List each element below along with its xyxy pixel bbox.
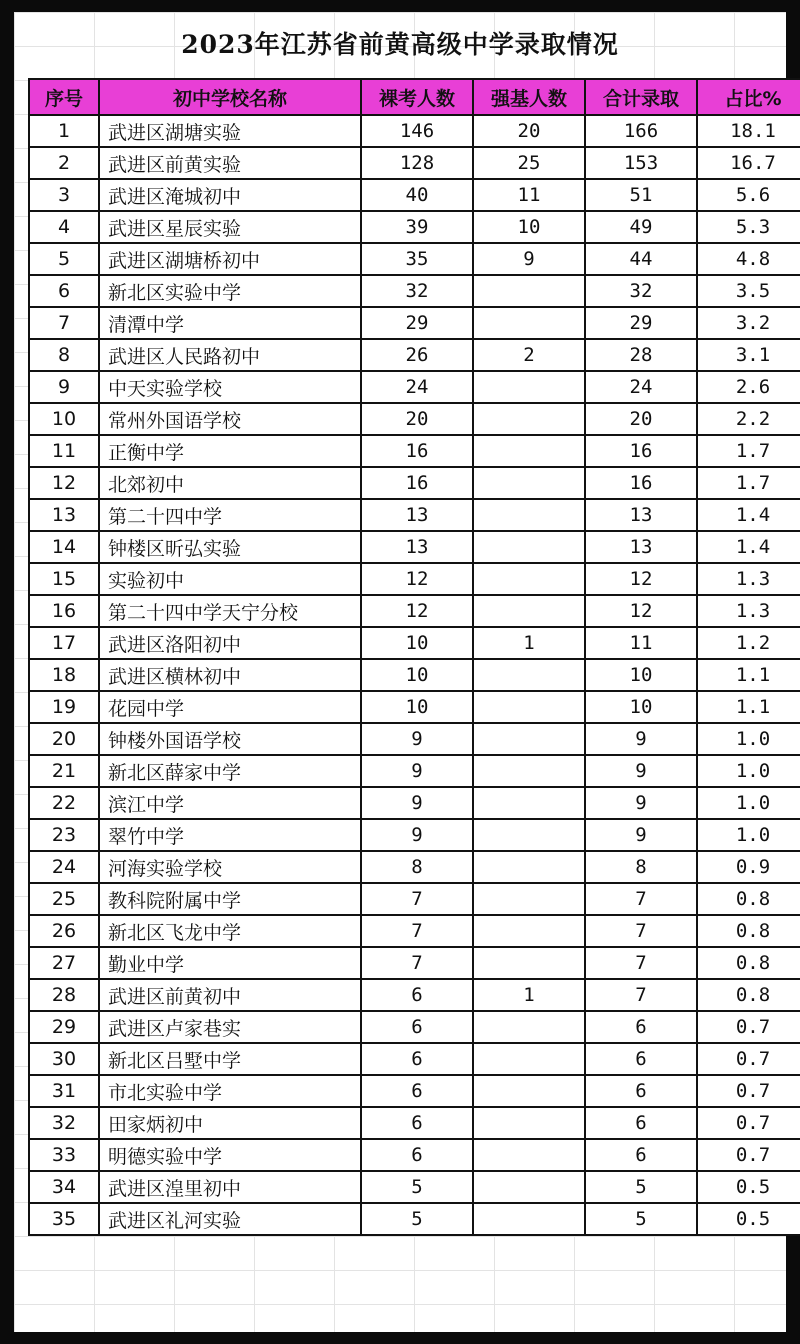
cell-exam-count[interactable]: 13 — [361, 531, 473, 563]
cell-total-admitted[interactable]: 9 — [585, 787, 697, 819]
cell-exam-count[interactable]: 24 — [361, 371, 473, 403]
cell-strong-base-count[interactable] — [473, 915, 585, 947]
cell-strong-base-count[interactable] — [473, 659, 585, 691]
cell-percentage[interactable]: 0.7 — [697, 1011, 800, 1043]
cell-school-name[interactable]: 清潭中学 — [99, 307, 361, 339]
table-row — [29, 915, 800, 947]
cell-index[interactable]: 26 — [29, 915, 99, 947]
cell-percentage[interactable]: 0.7 — [697, 1107, 800, 1139]
cell-percentage[interactable]: 0.8 — [697, 883, 800, 915]
cell-exam-count[interactable]: 32 — [361, 275, 473, 307]
table-row — [29, 275, 800, 307]
cell-percentage[interactable]: 0.8 — [697, 915, 800, 947]
cell-school-name[interactable]: 新北区飞龙中学 — [99, 915, 361, 947]
cell-percentage[interactable]: 0.7 — [697, 1139, 800, 1171]
header-row — [29, 79, 800, 115]
sheet-title: 2023年江苏省前黄高级中学录取情况 — [181, 30, 619, 59]
cell-strong-base-count[interactable]: 1 — [473, 627, 585, 659]
cell-school-name[interactable]: 武进区横林初中 — [99, 659, 361, 691]
cell-school-name[interactable]: 市北实验中学 — [99, 1075, 361, 1107]
cell-school-name[interactable]: 武进区前黄实验 — [99, 147, 361, 179]
cell-exam-count[interactable]: 9 — [361, 723, 473, 755]
cell-total-admitted[interactable]: 9 — [585, 819, 697, 851]
cell-school-name[interactable]: 河海实验学校 — [99, 851, 361, 883]
cell-total-admitted[interactable]: 7 — [585, 979, 697, 1011]
cell-strong-base-count[interactable] — [473, 691, 585, 723]
cell-exam-count[interactable]: 26 — [361, 339, 473, 371]
cell-school-name[interactable]: 武进区人民路初中 — [99, 339, 361, 371]
cell-percentage[interactable]: 3.1 — [697, 339, 800, 371]
cell-school-name[interactable]: 武进区洛阳初中 — [99, 627, 361, 659]
cell-total-admitted[interactable]: 10 — [585, 691, 697, 723]
cell-total-admitted[interactable]: 16 — [585, 467, 697, 499]
cell-exam-count[interactable]: 16 — [361, 467, 473, 499]
table-row — [29, 819, 800, 851]
cell-strong-base-count[interactable] — [473, 1011, 585, 1043]
cell-index[interactable]: 17 — [29, 627, 99, 659]
cell-school-name[interactable]: 中天实验学校 — [99, 371, 361, 403]
cell-school-name[interactable]: 正衡中学 — [99, 435, 361, 467]
cell-school-name[interactable]: 武进区卢家巷实 — [99, 1011, 361, 1043]
cell-strong-base-count[interactable] — [473, 851, 585, 883]
table-row — [29, 1107, 800, 1139]
cell-index[interactable]: 33 — [29, 1139, 99, 1171]
cell-strong-base-count[interactable] — [473, 467, 585, 499]
cell-strong-base-count[interactable] — [473, 275, 585, 307]
cell-school-name[interactable]: 实验初中 — [99, 563, 361, 595]
table-row — [29, 115, 800, 147]
table-row — [29, 787, 800, 819]
cell-percentage[interactable]: 1.0 — [697, 755, 800, 787]
cell-strong-base-count[interactable] — [473, 1107, 585, 1139]
cell-strong-base-count[interactable] — [473, 755, 585, 787]
table-row — [29, 179, 800, 211]
cell-total-admitted[interactable]: 24 — [585, 371, 697, 403]
cell-strong-base-count[interactable]: 2 — [473, 339, 585, 371]
cell-index[interactable]: 31 — [29, 1075, 99, 1107]
cell-percentage[interactable]: 1.4 — [697, 531, 800, 563]
cell-exam-count[interactable]: 6 — [361, 1075, 473, 1107]
cell-index[interactable]: 6 — [29, 275, 99, 307]
cell-percentage[interactable]: 2.2 — [697, 403, 800, 435]
cell-school-name[interactable]: 滨江中学 — [99, 787, 361, 819]
cell-percentage[interactable]: 1.7 — [697, 435, 800, 467]
cell-strong-base-count[interactable] — [473, 1203, 585, 1235]
table-row — [29, 339, 800, 371]
cell-index[interactable]: 24 — [29, 851, 99, 883]
cell-percentage[interactable]: 1.0 — [697, 787, 800, 819]
cell-index[interactable]: 14 — [29, 531, 99, 563]
cell-total-admitted[interactable]: 13 — [585, 499, 697, 531]
table-row — [29, 1171, 800, 1203]
cell-school-name[interactable]: 常州外国语学校 — [99, 403, 361, 435]
cell-exam-count[interactable]: 39 — [361, 211, 473, 243]
table-row — [29, 531, 800, 563]
header-exam-count[interactable]: 裸考人数 — [361, 79, 473, 115]
cell-exam-count[interactable]: 7 — [361, 915, 473, 947]
cell-total-admitted[interactable]: 5 — [585, 1203, 697, 1235]
cell-total-admitted[interactable]: 51 — [585, 179, 697, 211]
cell-strong-base-count[interactable] — [473, 435, 585, 467]
cell-total-admitted[interactable]: 7 — [585, 915, 697, 947]
cell-school-name[interactable]: 新北区实验中学 — [99, 275, 361, 307]
cell-exam-count[interactable]: 16 — [361, 435, 473, 467]
cell-total-admitted[interactable]: 6 — [585, 1139, 697, 1171]
cell-total-admitted[interactable]: 6 — [585, 1011, 697, 1043]
cell-index[interactable]: 20 — [29, 723, 99, 755]
cell-total-admitted[interactable]: 20 — [585, 403, 697, 435]
cell-school-name[interactable]: 田家炳初中 — [99, 1107, 361, 1139]
cell-index[interactable]: 21 — [29, 755, 99, 787]
cell-school-name[interactable]: 钟楼区昕弘实验 — [99, 531, 361, 563]
cell-index[interactable]: 28 — [29, 979, 99, 1011]
cell-exam-count[interactable]: 40 — [361, 179, 473, 211]
table-row — [29, 211, 800, 243]
header-strong-base-count[interactable]: 强基人数 — [473, 79, 585, 115]
table-row — [29, 883, 800, 915]
cell-percentage[interactable]: 0.8 — [697, 947, 800, 979]
cell-percentage[interactable]: 0.7 — [697, 1043, 800, 1075]
cell-school-name[interactable]: 新北区薛家中学 — [99, 755, 361, 787]
cell-strong-base-count[interactable]: 1 — [473, 979, 585, 1011]
cell-percentage[interactable]: 2.6 — [697, 371, 800, 403]
cell-school-name[interactable]: 武进区前黄初中 — [99, 979, 361, 1011]
cell-school-name[interactable]: 花园中学 — [99, 691, 361, 723]
cell-exam-count[interactable]: 128 — [361, 147, 473, 179]
cell-percentage[interactable]: 3.5 — [697, 275, 800, 307]
cell-school-name[interactable]: 第二十四中学 — [99, 499, 361, 531]
cell-index[interactable]: 22 — [29, 787, 99, 819]
cell-index[interactable]: 25 — [29, 883, 99, 915]
cell-index[interactable]: 12 — [29, 467, 99, 499]
cell-index[interactable]: 10 — [29, 403, 99, 435]
cell-total-admitted[interactable]: 9 — [585, 723, 697, 755]
header-percentage[interactable]: 占比% — [697, 79, 800, 115]
cell-total-admitted[interactable]: 6 — [585, 1075, 697, 1107]
cell-percentage[interactable]: 1.0 — [697, 723, 800, 755]
table-row — [29, 1043, 800, 1075]
cell-index[interactable]: 18 — [29, 659, 99, 691]
admission-table — [28, 78, 800, 1236]
cell-school-name[interactable]: 翠竹中学 — [99, 819, 361, 851]
cell-percentage[interactable]: 1.3 — [697, 595, 800, 627]
table-row — [29, 979, 800, 1011]
cell-index[interactable]: 1 — [29, 115, 99, 147]
cell-percentage[interactable]: 1.1 — [697, 691, 800, 723]
cell-exam-count[interactable]: 6 — [361, 979, 473, 1011]
cell-total-admitted[interactable]: 12 — [585, 595, 697, 627]
cell-index[interactable]: 7 — [29, 307, 99, 339]
cell-percentage[interactable]: 4.8 — [697, 243, 800, 275]
cell-index[interactable]: 11 — [29, 435, 99, 467]
cell-strong-base-count[interactable]: 20 — [473, 115, 585, 147]
cell-school-name[interactable]: 武进区湟里初中 — [99, 1171, 361, 1203]
cell-school-name[interactable]: 武进区礼河实验 — [99, 1203, 361, 1235]
cell-percentage[interactable]: 0.5 — [697, 1171, 800, 1203]
cell-exam-count[interactable]: 10 — [361, 691, 473, 723]
cell-exam-count[interactable]: 10 — [361, 659, 473, 691]
header-school-name[interactable]: 初中学校名称 — [99, 79, 361, 115]
table-row — [29, 595, 800, 627]
cell-index[interactable]: 35 — [29, 1203, 99, 1235]
cell-total-admitted[interactable]: 49 — [585, 211, 697, 243]
table-row — [29, 371, 800, 403]
cell-total-admitted[interactable]: 28 — [585, 339, 697, 371]
cell-exam-count[interactable]: 35 — [361, 243, 473, 275]
table-row — [29, 1203, 800, 1235]
cell-exam-count[interactable]: 29 — [361, 307, 473, 339]
cell-percentage[interactable]: 1.7 — [697, 467, 800, 499]
cell-strong-base-count[interactable] — [473, 1139, 585, 1171]
table-row — [29, 243, 800, 275]
cell-index[interactable]: 4 — [29, 211, 99, 243]
table-row — [29, 403, 800, 435]
cell-percentage[interactable]: 0.9 — [697, 851, 800, 883]
cell-strong-base-count[interactable] — [473, 403, 585, 435]
cell-school-name[interactable]: 明德实验中学 — [99, 1139, 361, 1171]
cell-exam-count[interactable]: 9 — [361, 755, 473, 787]
cell-exam-count[interactable]: 7 — [361, 883, 473, 915]
cell-exam-count[interactable]: 7 — [361, 947, 473, 979]
table-row — [29, 435, 800, 467]
table-row — [29, 307, 800, 339]
table-row — [29, 1139, 800, 1171]
cell-percentage[interactable]: 1.3 — [697, 563, 800, 595]
cell-exam-count[interactable]: 20 — [361, 403, 473, 435]
cell-total-admitted[interactable]: 12 — [585, 563, 697, 595]
cell-strong-base-count[interactable] — [473, 307, 585, 339]
cell-total-admitted[interactable]: 13 — [585, 531, 697, 563]
cell-index[interactable]: 32 — [29, 1107, 99, 1139]
table-row — [29, 659, 800, 691]
cell-school-name[interactable]: 武进区湖塘桥初中 — [99, 243, 361, 275]
cell-index[interactable]: 30 — [29, 1043, 99, 1075]
cell-strong-base-count[interactable]: 25 — [473, 147, 585, 179]
cell-strong-base-count[interactable] — [473, 1043, 585, 1075]
cell-total-admitted[interactable]: 32 — [585, 275, 697, 307]
cell-index[interactable]: 3 — [29, 179, 99, 211]
cell-strong-base-count[interactable] — [473, 883, 585, 915]
cell-exam-count[interactable]: 12 — [361, 563, 473, 595]
table-row — [29, 755, 800, 787]
table-row — [29, 563, 800, 595]
cell-exam-count[interactable]: 10 — [361, 627, 473, 659]
cell-strong-base-count[interactable] — [473, 1171, 585, 1203]
cell-strong-base-count[interactable]: 9 — [473, 243, 585, 275]
table-row — [29, 723, 800, 755]
header-index[interactable]: 序号 — [29, 79, 99, 115]
cell-percentage[interactable]: 1.4 — [697, 499, 800, 531]
cell-total-admitted[interactable]: 7 — [585, 947, 697, 979]
cell-total-admitted[interactable]: 9 — [585, 755, 697, 787]
cell-school-name[interactable]: 武进区淹城初中 — [99, 179, 361, 211]
cell-exam-count[interactable]: 6 — [361, 1011, 473, 1043]
cell-percentage[interactable]: 0.7 — [697, 1075, 800, 1107]
cell-index[interactable]: 2 — [29, 147, 99, 179]
cell-percentage[interactable]: 0.8 — [697, 979, 800, 1011]
cell-strong-base-count[interactable]: 11 — [473, 179, 585, 211]
cell-school-name[interactable]: 武进区星辰实验 — [99, 211, 361, 243]
cell-index[interactable]: 29 — [29, 1011, 99, 1043]
cell-exam-count[interactable]: 9 — [361, 819, 473, 851]
cell-total-admitted[interactable]: 29 — [585, 307, 697, 339]
cell-index[interactable]: 13 — [29, 499, 99, 531]
table-row — [29, 467, 800, 499]
cell-school-name[interactable]: 教科院附属中学 — [99, 883, 361, 915]
cell-strong-base-count[interactable] — [473, 595, 585, 627]
cell-exam-count[interactable]: 6 — [361, 1107, 473, 1139]
cell-total-admitted[interactable]: 7 — [585, 883, 697, 915]
cell-strong-base-count[interactable] — [473, 563, 585, 595]
cell-total-admitted[interactable]: 8 — [585, 851, 697, 883]
cell-index[interactable]: 23 — [29, 819, 99, 851]
header-total-admitted[interactable]: 合计录取 — [585, 79, 697, 115]
cell-strong-base-count[interactable] — [473, 1075, 585, 1107]
cell-exam-count[interactable]: 6 — [361, 1139, 473, 1171]
cell-strong-base-count[interactable] — [473, 819, 585, 851]
table-row — [29, 1075, 800, 1107]
cell-school-name[interactable]: 第二十四中学天宁分校 — [99, 595, 361, 627]
cell-total-admitted[interactable]: 5 — [585, 1171, 697, 1203]
table-row — [29, 1011, 800, 1043]
cell-index[interactable]: 34 — [29, 1171, 99, 1203]
cell-school-name[interactable]: 勤业中学 — [99, 947, 361, 979]
cell-percentage[interactable]: 0.5 — [697, 1203, 800, 1235]
cell-exam-count[interactable]: 12 — [361, 595, 473, 627]
cell-percentage[interactable]: 1.1 — [697, 659, 800, 691]
cell-index[interactable]: 15 — [29, 563, 99, 595]
cell-exam-count[interactable]: 6 — [361, 1043, 473, 1075]
cell-school-name[interactable]: 新北区吕墅中学 — [99, 1043, 361, 1075]
table-row — [29, 947, 800, 979]
table-row — [29, 851, 800, 883]
cell-total-admitted[interactable]: 166 — [585, 115, 697, 147]
cell-total-admitted[interactable]: 6 — [585, 1107, 697, 1139]
cell-percentage[interactable]: 1.2 — [697, 627, 800, 659]
cell-school-name[interactable]: 钟楼外国语学校 — [99, 723, 361, 755]
cell-index[interactable]: 19 — [29, 691, 99, 723]
table-row — [29, 147, 800, 179]
cell-total-admitted[interactable]: 16 — [585, 435, 697, 467]
cell-exam-count[interactable]: 146 — [361, 115, 473, 147]
cell-percentage[interactable]: 18.1 — [697, 115, 800, 147]
cell-total-admitted[interactable]: 11 — [585, 627, 697, 659]
cell-strong-base-count[interactable] — [473, 499, 585, 531]
cell-school-name[interactable]: 北郊初中 — [99, 467, 361, 499]
cell-school-name[interactable]: 武进区湖塘实验 — [99, 115, 361, 147]
cell-index[interactable]: 8 — [29, 339, 99, 371]
cell-exam-count[interactable]: 13 — [361, 499, 473, 531]
cell-index[interactable]: 5 — [29, 243, 99, 275]
table-row — [29, 627, 800, 659]
cell-exam-count[interactable]: 9 — [361, 787, 473, 819]
cell-exam-count[interactable]: 5 — [361, 1171, 473, 1203]
table-row — [29, 691, 800, 723]
cell-strong-base-count[interactable] — [473, 787, 585, 819]
cell-index[interactable]: 9 — [29, 371, 99, 403]
cell-percentage[interactable]: 5.6 — [697, 179, 800, 211]
cell-strong-base-count[interactable] — [473, 723, 585, 755]
cell-strong-base-count[interactable] — [473, 531, 585, 563]
table-row — [29, 499, 800, 531]
cell-percentage[interactable]: 16.7 — [697, 147, 800, 179]
cell-total-admitted[interactable]: 153 — [585, 147, 697, 179]
cell-strong-base-count[interactable]: 10 — [473, 211, 585, 243]
cell-percentage[interactable]: 1.0 — [697, 819, 800, 851]
cell-index[interactable]: 16 — [29, 595, 99, 627]
cell-total-admitted[interactable]: 44 — [585, 243, 697, 275]
cell-total-admitted[interactable]: 10 — [585, 659, 697, 691]
cell-total-admitted[interactable]: 6 — [585, 1043, 697, 1075]
cell-percentage[interactable]: 5.3 — [697, 211, 800, 243]
cell-percentage[interactable]: 3.2 — [697, 307, 800, 339]
table-body — [29, 115, 800, 1235]
cell-exam-count[interactable]: 8 — [361, 851, 473, 883]
cell-strong-base-count[interactable] — [473, 371, 585, 403]
cell-strong-base-count[interactable] — [473, 947, 585, 979]
cell-exam-count[interactable]: 5 — [361, 1203, 473, 1235]
cell-index[interactable]: 27 — [29, 947, 99, 979]
